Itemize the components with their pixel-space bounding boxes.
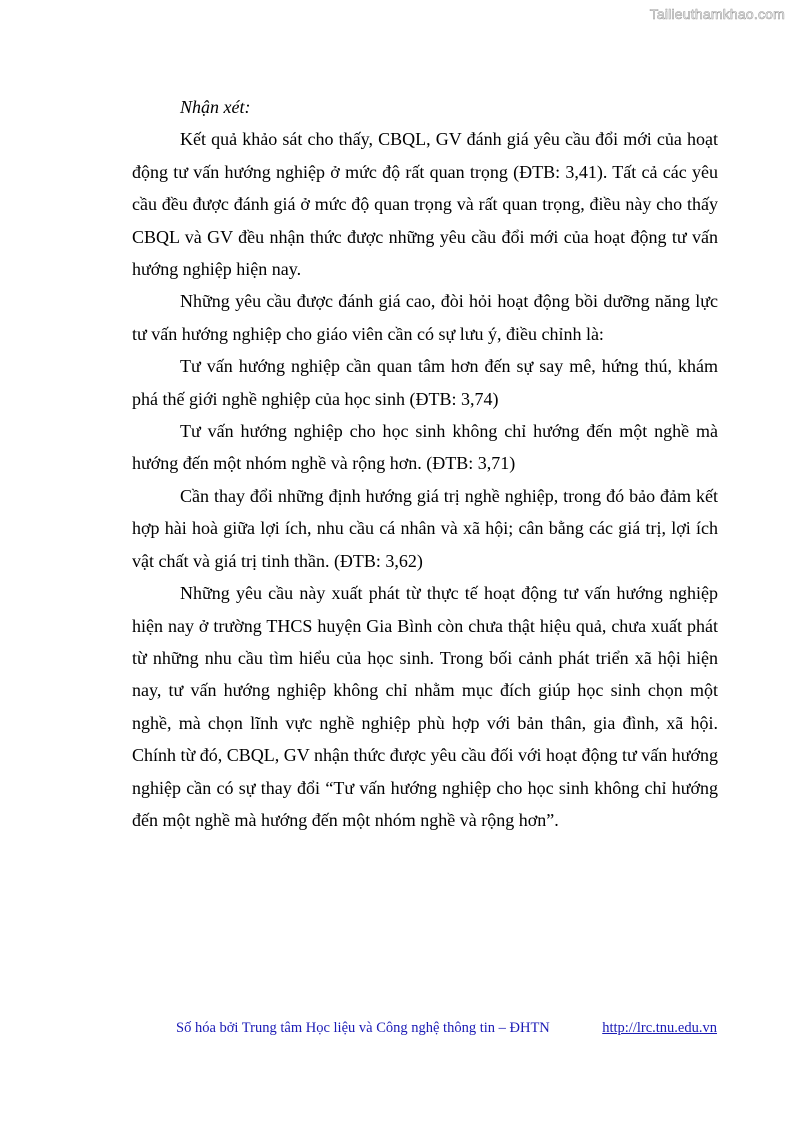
section-heading: Nhận xét: bbox=[180, 97, 251, 117]
document-body bbox=[132, 91, 718, 836]
footer-link[interactable]: http://lrc.tnu.edu.vn bbox=[602, 1020, 717, 1036]
footer-source: Số hóa bởi Trung tâm Học liệu và Công nghệ thông tin – ĐHTN bbox=[176, 1020, 550, 1036]
watermark: Tailieuthamkhao.com bbox=[649, 6, 785, 22]
paragraph-requirements-intro: Những yêu cầu được đánh giá cao, đòi hỏi hoạt động bồi dưỡng năng lực tư vấn hướng nghiệp cho giáo viên cần có sự lưu ý, điều chỉnh là: bbox=[132, 291, 718, 344]
paragraph-requirement-2: Tư vấn hướng nghiệp cho học sinh không chỉ hướng đến một nghề mà hướng đến một nhóm nghề và rộng hơn. (ĐTB: 3,71) bbox=[132, 421, 718, 474]
paragraph-requirement-1: Tư vấn hướng nghiệp cần quan tâm hơn đến sự say mê, hứng thú, khám phá thế giới nghề nghiệp của học sinh (ĐTB: 3,74) bbox=[132, 356, 718, 409]
paragraph-requirement-3: Cần thay đổi những định hướng giá trị nghề nghiệp, trong đó bảo đảm kết hợp hài hoà giữa lợi ích, nhu cầu cá nhân và xã hội; cân bằng các giá trị, lợi ích vật chất và giá trị tinh thần. (ĐTB: 3,62) bbox=[132, 485, 718, 571]
paragraph-conclusion: Những yêu cầu này xuất phát từ thực tế hoạt động tư vấn hướng nghiệp hiện nay ở trường THCS huyện Gia Bình còn chưa thật hiệu quả, chưa xuất phát từ những nhu cầu tìm hiểu của học sinh. Trong bối cảnh phát triển xã hội hiện nay, tư vấn hướng nghiệp không chỉ nhằm mục đích giúp học sinh chọn một nghề, mà chọn lĩnh vực nghề nghiệp phù hợp với bản thân, gia đình, xã hội. Chính từ đó, CBQL, GV nhận thức được yêu cầu đối với hoạt động tư vấn hướng nghiệp cần có sự thay đổi “Tư vấn hướng nghiệp cho học sinh không chỉ hướng đến một nghề mà hướng đến một nhóm nghề và rộng hơn”. bbox=[132, 583, 718, 830]
paragraph-survey-result: Kết quả khảo sát cho thấy, CBQL, GV đánh giá yêu cầu đổi mới của hoạt động tư vấn hướng nghiệp ở mức độ rất quan trọng (ĐTB: 3,41). Tất cả các yêu cầu đều được đánh giá ở mức độ quan trọng và rất quan trọng, điều này cho thấy CBQL và GV đều nhận thức được những yêu cầu đổi mới của hoạt động tư vấn hướng nghiệp hiện nay. bbox=[132, 129, 718, 280]
